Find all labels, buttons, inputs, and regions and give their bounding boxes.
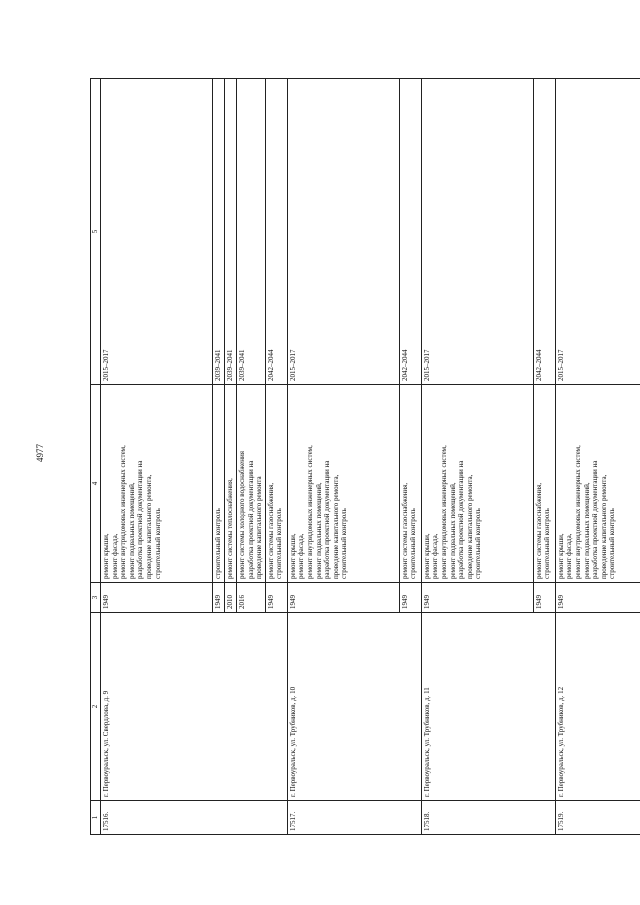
period-cell: 2042–2044	[399, 79, 421, 385]
period-cell: 2015–2017	[555, 79, 640, 385]
work-item: ремонт системы холодного водоснабжения	[238, 451, 246, 579]
period-cell: 2015–2017	[287, 79, 399, 385]
work-item: ремонт внутридомовых инженерных систем,	[439, 445, 448, 579]
works-cell	[533, 385, 555, 583]
address-cell: г. Первоуральск, ул. Трубников, д. 12	[555, 613, 640, 801]
works-cell	[213, 385, 225, 583]
works-cell	[421, 385, 533, 583]
table-container	[90, 78, 617, 835]
works-cell	[225, 385, 237, 583]
year-cell: 2010	[225, 583, 237, 613]
period-cell: 2015–2017	[101, 79, 213, 385]
table-row	[421, 79, 533, 835]
row-number: 17517.	[287, 801, 421, 835]
year-cell: 1949	[265, 583, 287, 613]
work-item: ремонт подвальных помещений,	[448, 482, 457, 579]
work-item: ремонт системы теплоснабжения,	[226, 478, 234, 579]
work-item: проведение капитального ремонта,	[144, 474, 153, 579]
work-item: ремонт фасада,	[297, 533, 306, 579]
work-item: ремонт крыши,	[102, 533, 110, 579]
period-cell: 2039–2041	[213, 79, 225, 385]
header-col-4: 4	[91, 385, 101, 583]
year-cell: 1949	[421, 583, 533, 613]
row-number: 17519.	[555, 801, 640, 835]
work-item: разработка проектной документации на	[457, 460, 466, 579]
works-cell	[399, 385, 421, 583]
header-col-2: 2	[91, 613, 101, 801]
page-number: 4977	[35, 444, 45, 462]
work-item: ремонт подвальных помещений,	[582, 482, 591, 579]
table-header	[91, 79, 101, 835]
work-item: ремонт системы газоснабжения,	[266, 482, 275, 579]
address-cell: г. Первоуральск, ул. Трубников, д. 11	[421, 613, 555, 801]
header-col-5: 5	[91, 79, 101, 385]
work-item: разработка проектной документации на	[136, 460, 145, 579]
work-item: строительный контроль	[153, 508, 162, 579]
row-number: 17516.	[101, 801, 288, 835]
year-cell: 1949	[533, 583, 555, 613]
work-item: ремонт крыши,	[556, 533, 565, 579]
address-cell: г. Первоуральск, ул. Трубников, д. 10	[287, 613, 421, 801]
work-item: строительный контроль	[340, 508, 349, 579]
work-item: проведение капитального ремонта	[255, 476, 264, 579]
works-cell	[265, 385, 287, 583]
work-item: ремонт крыши,	[422, 533, 431, 579]
work-item: ремонт внутридомовых инженерных систем,	[573, 445, 582, 579]
year-cell: 1949	[287, 583, 399, 613]
works-cell	[101, 385, 213, 583]
work-item: строительный контроль	[275, 508, 284, 579]
work-item: ремонт фасада,	[110, 533, 119, 579]
work-item: строительный контроль	[474, 508, 483, 579]
year-cell: 1949	[399, 583, 421, 613]
work-item: разработка проектной документации на	[591, 460, 600, 579]
year-cell: 1949	[213, 583, 225, 613]
work-item: строительный контроль	[608, 508, 617, 579]
header-col-1: 1	[91, 801, 101, 835]
period-cell: 2039–2041	[225, 79, 237, 385]
header-col-3: 3	[91, 583, 101, 613]
work-item: разработка проектной документации на	[246, 460, 255, 579]
work-item: ремонт системы газоснабжения,	[400, 482, 409, 579]
period-cell: 2042–2044	[533, 79, 555, 385]
works-cell	[555, 385, 640, 583]
rotated-table-frame	[90, 78, 617, 835]
work-item: проведение капитального ремонта,	[465, 474, 474, 579]
work-item: ремонт фасада,	[431, 533, 440, 579]
work-item: проведение капитального ремонта,	[331, 474, 340, 579]
year-cell: 2016	[237, 583, 266, 613]
work-item: ремонт крыши,	[288, 533, 297, 579]
works-cell	[237, 385, 266, 583]
work-item: ремонт подвальных помещений,	[127, 482, 136, 579]
table-row	[101, 79, 213, 835]
year-cell: 1949	[101, 583, 213, 613]
period-cell: 2042–2044	[265, 79, 287, 385]
work-item: строительный контроль	[409, 508, 418, 579]
address-cell: г. Первоуральск, ул. Свердлова, д. 9	[101, 613, 288, 801]
work-item: ремонт системы газоснабжения,	[534, 482, 543, 579]
table-row	[555, 79, 640, 835]
header-row	[91, 79, 101, 835]
work-item: строительный контроль	[214, 508, 222, 579]
work-item: ремонт фасада,	[565, 533, 574, 579]
work-item: разработка проектной документации на	[323, 460, 332, 579]
repair-schedule-table	[90, 78, 640, 835]
work-item: строительный контроль	[543, 508, 552, 579]
works-cell	[287, 385, 399, 583]
row-number: 17518.	[421, 801, 555, 835]
period-cell: 2039–2041	[237, 79, 266, 385]
table-row	[287, 79, 399, 835]
work-item: ремонт внутридомовых инженерных систем,	[119, 445, 128, 579]
work-item: проведение капитального ремонта,	[599, 474, 608, 579]
year-cell: 1949	[555, 583, 640, 613]
period-cell: 2015–2017	[421, 79, 533, 385]
work-item: ремонт подвальных помещений,	[314, 482, 323, 579]
table-body	[101, 79, 640, 835]
work-item: ремонт внутридомовых инженерных систем,	[305, 445, 314, 579]
